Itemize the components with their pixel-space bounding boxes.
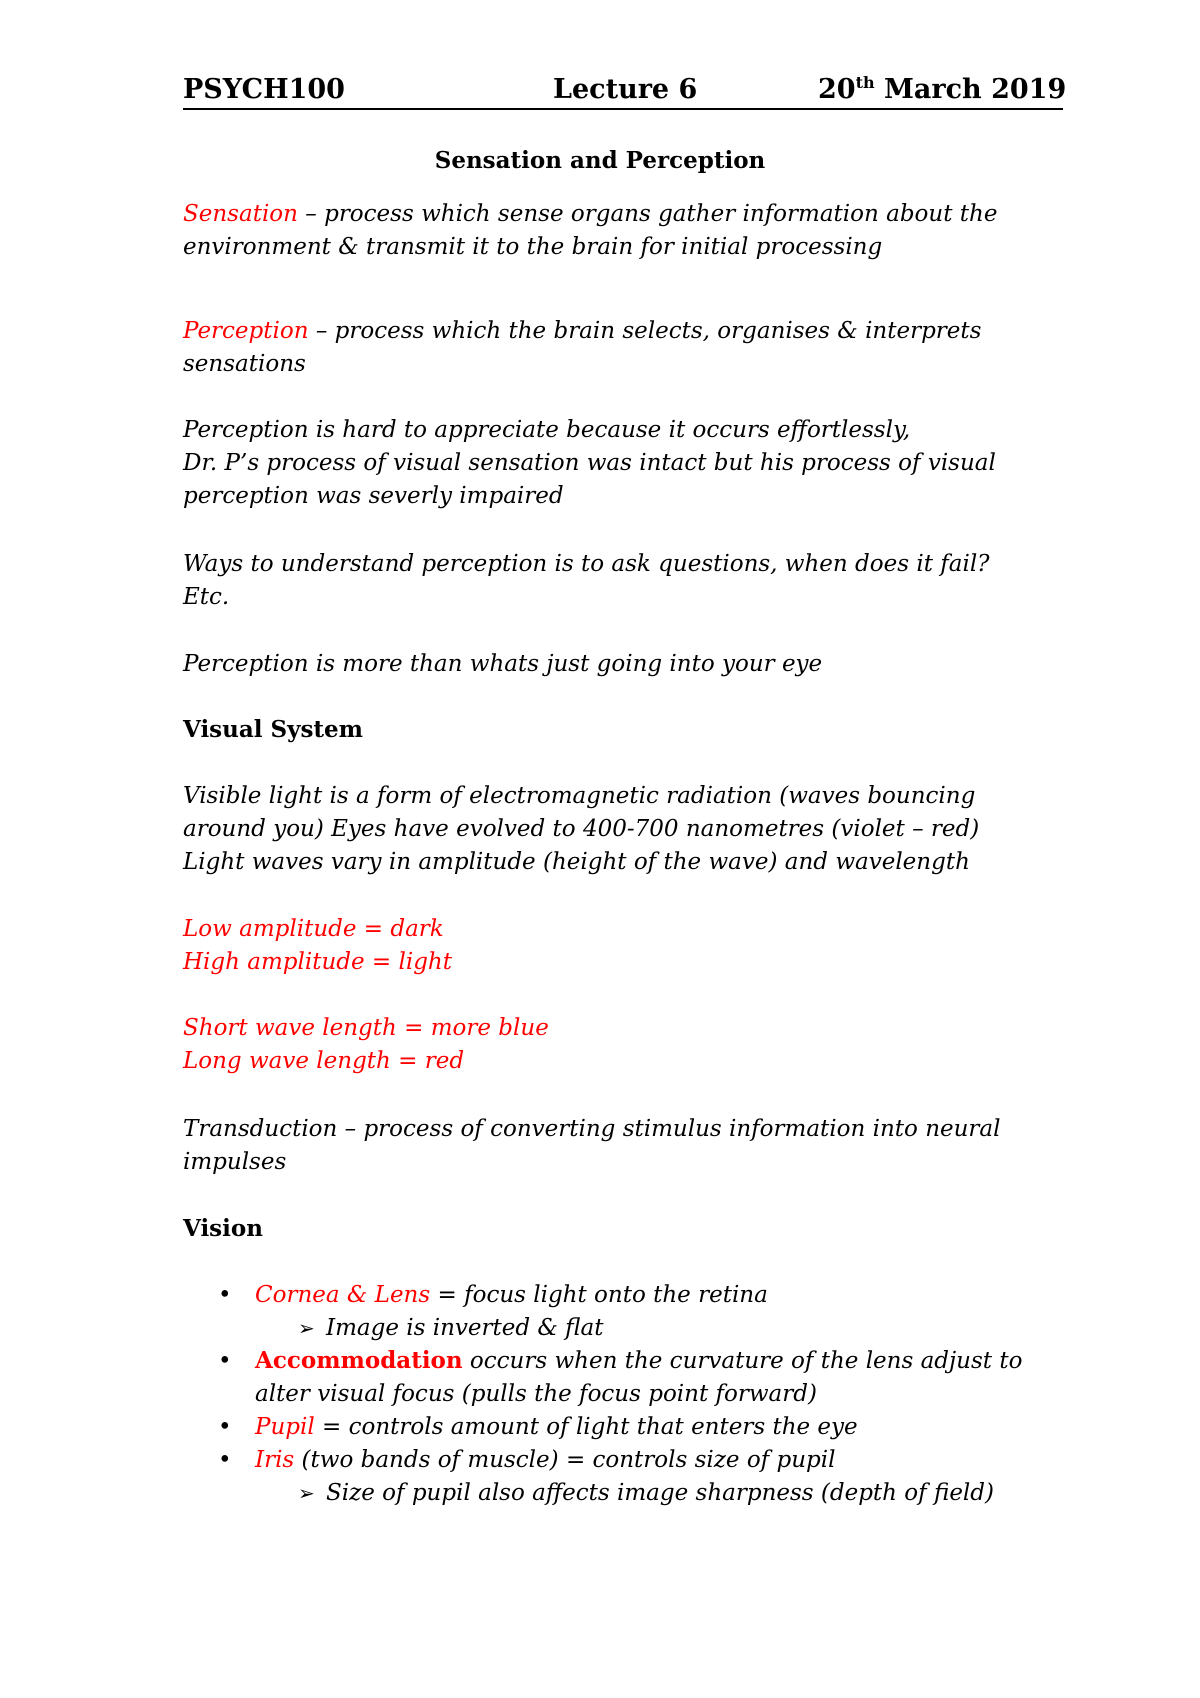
low-amplitude-line: Low amplitude = dark	[183, 916, 444, 942]
accommodation-term: Accommodation	[255, 1347, 463, 1374]
pupil-definition: = controls amount of light that enters the eye	[314, 1414, 858, 1440]
paragraph-line: Perception is more than whats just going into your eye	[183, 651, 823, 677]
accommodation-definition: occurs when the curvature of the lens adjust to	[462, 1348, 1023, 1374]
long-wavelength-line: Long wave length = red	[183, 1048, 465, 1074]
perception-line-2: sensations	[183, 351, 306, 377]
sub-list-item: Size of pupil also affects image sharpness (depth of field)	[326, 1480, 994, 1506]
page-title: Sensation and Perception	[434, 147, 766, 174]
paragraph-line: perception was severly impaired	[183, 483, 564, 509]
paragraph-line: Visible light is a form of electromagnetic radiation (waves bouncing	[183, 783, 976, 809]
list-item	[255, 1412, 858, 1442]
sub-list-item: Image is inverted & flat	[326, 1315, 604, 1341]
paragraph-line: Light waves vary in amplitude (height of the wave) and wavelength	[183, 849, 970, 875]
date-rest: March 2019	[874, 74, 1067, 105]
pupil-term: Pupil	[255, 1414, 315, 1440]
paragraph-line: Ways to understand perception is to ask questions, when does it fail?	[183, 551, 990, 577]
iris-term: Iris	[255, 1447, 295, 1473]
paragraph-line: Dr. P’s process of visual sensation was intact but his process of visual	[183, 450, 996, 476]
visual-system-heading: Visual System	[183, 716, 364, 743]
bullet-icon: •	[218, 1282, 232, 1308]
cornea-term: Cornea & Lens	[255, 1282, 431, 1308]
arrow-bullet-icon: ➢	[298, 1316, 315, 1340]
bullet-icon: •	[218, 1414, 232, 1440]
perception-line-1	[183, 316, 981, 346]
sensation-term: Sensation	[183, 201, 298, 227]
paragraph-line: around you) Eyes have evolved to 400-700 nanometres (violet – red)	[183, 816, 980, 842]
date-suffix: th	[855, 73, 875, 92]
perception-term: Perception	[183, 318, 309, 344]
paragraph-line: Perception is hard to appreciate because it occurs effortlessly,	[183, 417, 911, 443]
bullet-icon: •	[218, 1447, 232, 1473]
list-item	[255, 1346, 1022, 1376]
sensation-line-2: environment & transmit it to the brain for initial processing	[183, 234, 883, 260]
vision-heading: Vision	[183, 1215, 263, 1242]
transduction-line-2: impulses	[183, 1149, 287, 1175]
bullet-icon: •	[218, 1348, 232, 1374]
lecture-number: Lecture 6	[553, 74, 698, 105]
page-header	[183, 72, 1067, 110]
list-item-continuation: alter visual focus (pulls the focus point forward)	[255, 1381, 817, 1407]
sensation-line-1	[183, 199, 997, 229]
course-code: PSYCH100	[183, 74, 345, 105]
date-day: 20	[818, 74, 856, 105]
sensation-definition: – process which sense organs gather information about the	[297, 201, 998, 227]
high-amplitude-line: High amplitude = light	[183, 949, 452, 975]
cornea-definition: = focus light onto the retina	[430, 1282, 768, 1308]
perception-definition: – process which the brain selects, organises & interprets	[308, 318, 982, 344]
arrow-bullet-icon: ➢	[298, 1481, 315, 1505]
paragraph-line: Etc.	[183, 584, 230, 610]
list-item	[255, 1445, 835, 1475]
iris-definition: (two bands of muscle) = controls size of pupil	[294, 1447, 836, 1473]
short-wavelength-line: Short wave length = more blue	[183, 1015, 549, 1041]
transduction-line-1: Transduction – process of converting stimulus information into neural	[183, 1116, 1001, 1142]
lecture-date	[818, 72, 1066, 108]
list-item	[255, 1280, 768, 1310]
